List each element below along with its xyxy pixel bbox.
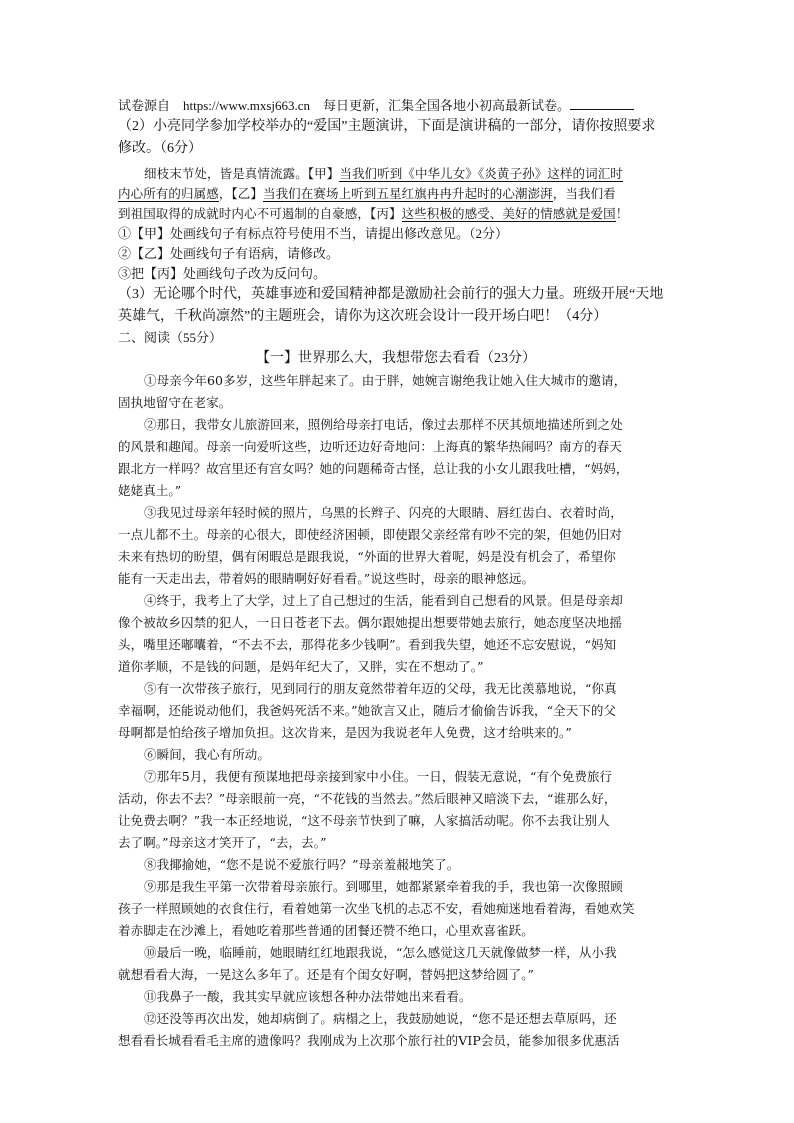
q2-passage-line-3: 到祖国取得的成就时内心不可遏制的自豪感，【丙】这些积极的感受、美好的情感就是爱国！ (118, 206, 629, 221)
article-line: ⑫还没等再次出发，她却病倒了。病榻之上，我鼓励她说，“您不是还想去草原吗，还 (144, 1011, 617, 1026)
article-body (118, 370, 674, 1052)
q2-item-1: ①【甲】处画线句子有标点符号使用不当，请提出修改意见。（2分） (118, 226, 509, 241)
q2-intro-line-2: 修改。（6分） (118, 141, 202, 156)
article-line: ②那日，我带女儿旅游回来，照例给母亲打电话，像过去那样不厌其烦地描述所到之处 (144, 417, 623, 432)
article-line: 就想看看大海，一晃这么多年了。还是有个闺女好啊，替妈把这梦给圆了。” (118, 967, 535, 982)
article-line: 一点儿都不土。母亲的心很大，即使经济困顿，即使跟父亲经常有吵不完的架，但她仍旧对 (118, 527, 623, 542)
header-url[interactable]: https://www.mxsj663.cn (183, 98, 311, 113)
q2-intro-line-1: （2）小亮同学参加学校举办的“爱国”主题演讲，下面是演讲稿的一部分，请你按照要求 (118, 119, 656, 134)
q2-item-2: ②【乙】处画线句子有语病，请修改。 (118, 246, 340, 261)
underline-jia-cont: 内心所有的归属感 (118, 186, 219, 201)
article-line: ⑨那是我生平第一次带着母亲旅行。到哪里，她都紧紧牵着我的手，我也第一次像照顾 (144, 879, 623, 894)
underline-jia: 当我们听到《中华儿女》《炎黄子孙》这样的词汇时 (339, 166, 623, 181)
article-line: 固执地留守在老家。 (118, 395, 232, 410)
article-line: 像个被故乡囚禁的犯人，一日日苍老下去。偶尔跟她提出想要带她去旅行，她态度坚决地摇 (118, 615, 623, 630)
article-line: ⑥瞬间，我心有所动。 (144, 747, 271, 762)
article-line: ③我见过母亲年轻时候的照片，乌黑的长辫子、闪亮的大眼睛、唇红齿白、衣着时尚， (144, 505, 623, 520)
article-line: ⑦那年5月，我便有预谋地把母亲接到家中小住。一日，假装无意说，“有个免费旅行 (144, 769, 613, 784)
underline-yi: 当我们在赛场上听到五星红旗冉冉升起时的心潮澎湃 (262, 186, 553, 201)
article-line: 母啊都是怕给孩子增加负担。这次肯来，是因为我说老年人免费，这才给哄来的。” (118, 725, 572, 740)
article-line: ⑧我揶揄她，“您不是说不爱旅行吗？”母亲羞赧地笑了。 (144, 857, 460, 872)
article-line: ⑤有一次带孩子旅行，见到同行的朋友竟然带着年迈的父母，我无比羡慕地说，“你真 (144, 681, 617, 696)
article-line: 着赤脚走在沙滩上，看她吃着那些普通的团餐还赞不绝口，心里欢喜雀跃。 (118, 923, 534, 938)
header-blank-line (570, 97, 634, 110)
article-line: 幸福啊，还能说动他们，我爸妈死活不来。”她欲言又止，随后才偷偷告诉我，“全天下的父 (118, 703, 617, 718)
article-line: 去了啊。”母亲这才笑开了，“去，去。” (118, 835, 327, 850)
section-title-reading: 二、阅读（55分） (118, 330, 223, 345)
source-header (118, 96, 674, 116)
exam-page (118, 96, 674, 1052)
article-line: 的风景和趣闻。母亲一向爱听这些，边听还边好奇地问：上海真的繁华热闹吗？南方的春天 (118, 439, 623, 454)
q3-line-2: 英雄气，千秋尚凛然”的主题班会，请你为这次班会设计一段开场白吧！（4分） (118, 309, 608, 324)
reading-title: 【一】世界那么大，我想带您去看看（23分） (256, 351, 536, 366)
header-prefix: 试卷源自 (118, 98, 171, 113)
q2-passage-line-1: 细枝末节处，皆是真情流露。【甲】当我们听到《中华儿女》《炎黄子孙》这样的词汇时 (144, 166, 623, 181)
article-line: 姥姥真土。” (118, 483, 182, 498)
article-line: ⑪我鼻子一酸，我其实早就应该想各种办法带她出来看看。 (144, 989, 472, 1004)
article-line: 道你孝顺，不是钱的问题，是妈年纪大了，又胖，实在不想动了。” (118, 659, 484, 674)
article-line: ④终于，我考上了大学，过上了自己想过的生活，能看到自己想看的风景。但是母亲却 (144, 593, 623, 608)
article-line: ⑩最后一晚，临睡前，她眼睛红红地跟我说，“怎么感觉这几天就像做梦一样，从小我 (144, 945, 617, 960)
article-line: 想看看长城看看毛主席的遗像吗？我刚成为上次那个旅行社的VIP会员，能参加很多优惠活 (118, 1033, 620, 1048)
q2-item-3: ③把【丙】处画线句子改为反问句。 (118, 266, 327, 281)
article-line: 活动，你去不去？”母亲眼前一亮，“不花钱的当然去。”然后眼神又暗淡下去，“谁那么好， (118, 791, 617, 806)
header-notice: 每日更新，汇集全国各地小初高最新试卷。 (323, 98, 571, 113)
article-line: 跟北方一样吗？故宫里还有宫女吗？她的问题稀奇古怪，总让我的小女儿跟我吐槽，“妈妈， (118, 461, 629, 476)
article-line: 让免费去啊？”我一本正经地说，“这不母亲节快到了嘛，人家搞活动呢。你不去我让别人 (118, 813, 610, 828)
article-line: ①母亲今年60多岁，这些年胖起来了。由于胖，她婉言谢绝我让她入住大城市的邀请， (144, 373, 627, 388)
article-line: 未来有热切的盼望，偶有闲暇总是跟我说，“外面的世界大着呢，妈是没有机会了，希望你 (118, 549, 616, 564)
article-line: 头，嘴里还嘟囔着，“不去不去，那得花多少钱啊”。看到我失望，她还不忘安慰说，“妈知 (118, 637, 617, 652)
q3-line-1: （3）无论哪个时代，英雄事迹和爱国精神都是激励社会前行的强大力量。班级开展“天地 (118, 287, 664, 302)
underline-bing: 这些积极的感受、美好的情感就是爱国 (401, 206, 616, 221)
q2-passage-line-2: 内心所有的归属感，【乙】当我们在赛场上听到五星红旗冉冉升起时的心潮澎湃，当我们看 (118, 186, 616, 201)
article-line: 孩子一样照顾她的衣食住行，看着她第一次坐飞机的忐忑不安，看她痴迷地看着海，看她欢笑 (118, 901, 635, 916)
article-line: 能有一天走出去，带着妈的眼睛啊好好看看。”说这些时，母亲的眼神悠远。 (118, 571, 535, 586)
